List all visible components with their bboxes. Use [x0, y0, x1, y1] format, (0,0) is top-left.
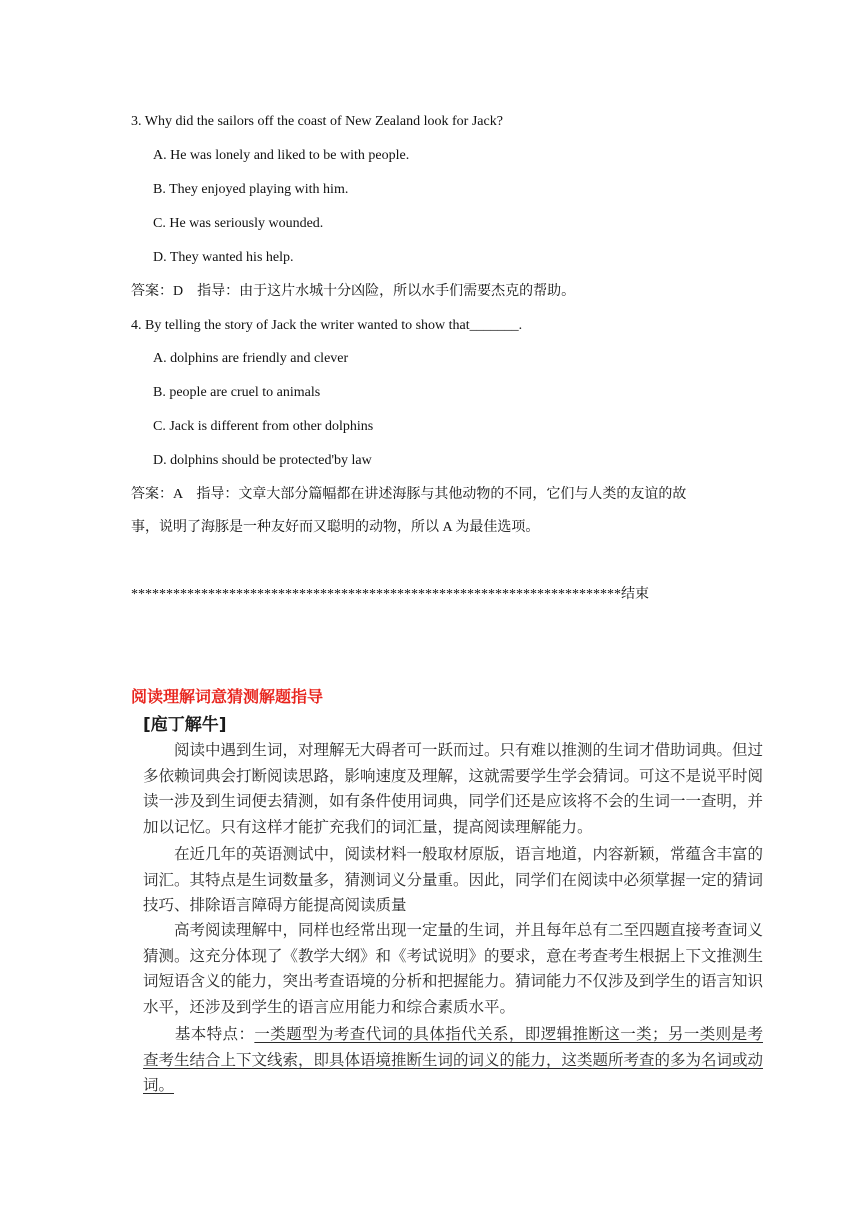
- scanned-text-block: [135, 706, 765, 1094]
- q3-option-d: D. They wanted his help.: [153, 250, 294, 265]
- paragraph-2: 在近几年的英语测试中，阅读材料一般取材原版，语言地道，内容新颖，常蕴含丰富的词汇。其特点是生词数量多，猜测词义分量重。因此，同学们在阅读中必须掌握一定的猜词技巧、排除语言障碍方能提高阅读质量: [143, 845, 764, 914]
- q4-option-d: D. dolphins should be protected'by law: [153, 453, 372, 468]
- paragraph-4: [143, 1022, 763, 1099]
- end-marker: **********************************************************************结束: [131, 587, 649, 602]
- q3-option-a: A. He was lonely and liked to be with people.: [153, 148, 410, 163]
- q3-option-c: C. He was seriously wounded.: [153, 216, 324, 231]
- section-tag: [庖丁解牛]: [143, 715, 227, 735]
- paragraph-4-text: 一类题型为考查代词的具体指代关系，即逻辑推断这一类；另一类则是考查考生结合上下文线索，即具体语境推断生词的词义的能力，这类题所考查的多为名词或动词。: [143, 1025, 764, 1094]
- question-4: 4. By telling the story of Jack the writer wanted to show that_______.: [131, 318, 523, 333]
- paragraph-4-label: 基本特点：: [143, 1025, 255, 1043]
- q4-answer-line-2: 事，说明了海豚是一种友好而又聪明的动物，所以 A 为最佳选项。: [131, 520, 540, 535]
- q3-answer: 答案：D 指导：由于这片水城十分凶险，所以水手们需要杰克的帮助。: [131, 284, 576, 299]
- q4-option-a: A. dolphins are friendly and clever: [153, 351, 349, 366]
- question-3: 3. Why did the sailors off the coast of New Zealand look for Jack?: [131, 114, 503, 129]
- q4-answer-line-1: 答案：A 指导：文章大部分篇幅都在讲述海豚与其他动物的不同，它们与人类的友谊的故: [131, 487, 687, 502]
- q4-option-b: B. people are cruel to animals: [153, 385, 321, 400]
- paragraph-3: 高考阅读理解中，同样也经常出现一定量的生词，并且每年总有二至四题直接考查词义猜测。这充分体现了《教学大纲》和《考试说明》的要求，意在考查考生根据上下文推测生词短语含义的能力，突出考查语境的分析和把握能力。猜词能力不仅涉及到学生的语言知识水平，还涉及到学生的语言应用能力和综合素质水平。: [143, 921, 764, 1016]
- section-heading: 阅读理解词意猜测解题指导: [131, 687, 324, 706]
- paragraph-1: 阅读中遇到生词，对理解无大碍者可一跃而过。只有难以推测的生词才借助词典。但过多依赖词典会打断阅读思路，影响速度及理解，这就需要学生学会猜词。可这不是说平时阅读一涉及到生词便去猜测，如有条件使用词典，同学们还是应该将不会的生词一一查明，并加以记忆。只有这样才能扩充我们的词汇量，提高阅读理解能力。: [143, 741, 764, 836]
- q3-option-b: B. They enjoyed playing with him.: [153, 182, 349, 197]
- q4-option-c: C. Jack is different from other dolphins: [153, 419, 374, 434]
